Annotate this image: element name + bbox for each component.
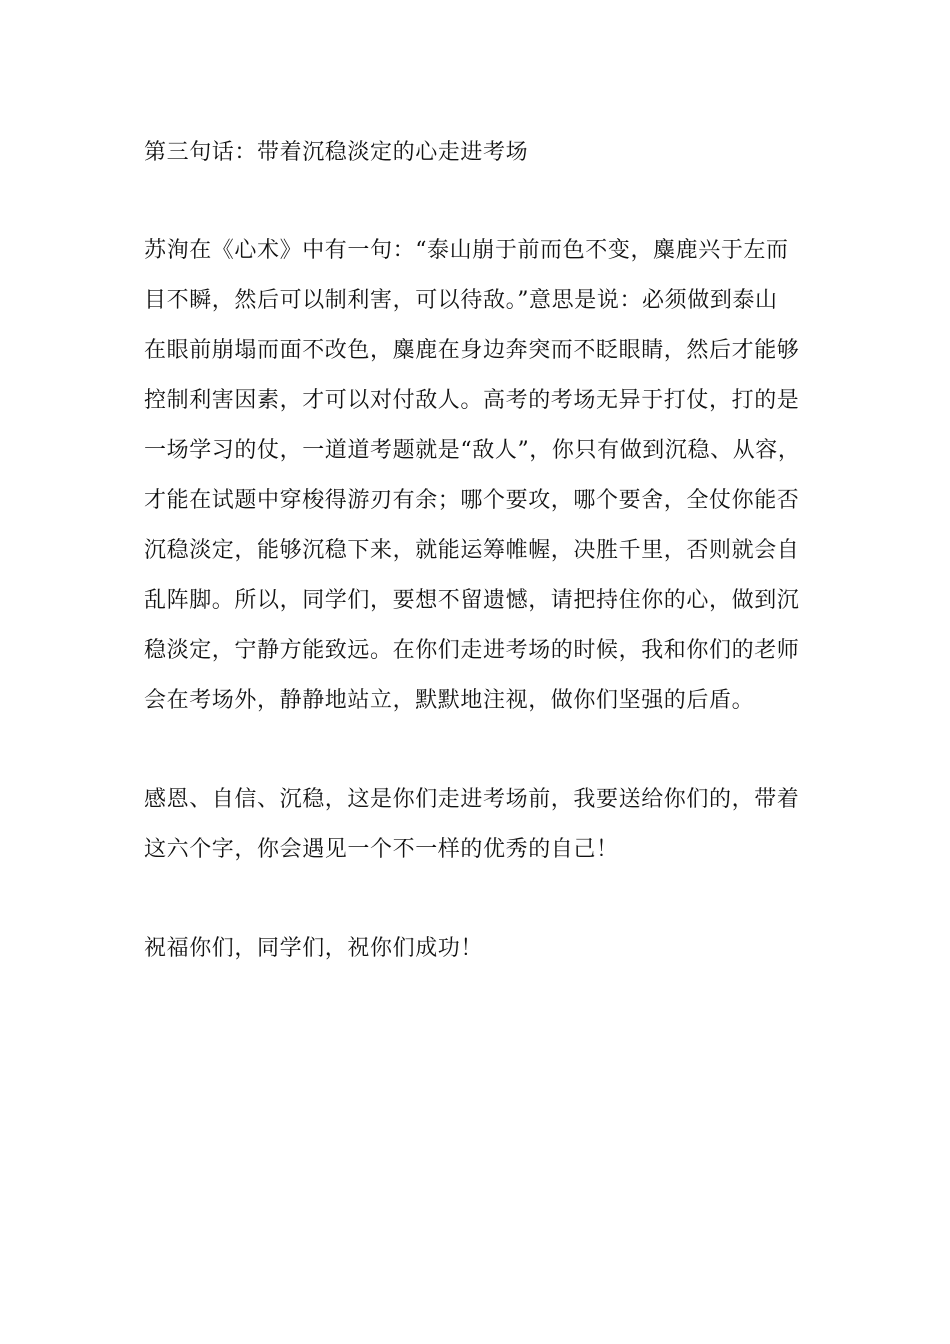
closing-line: 祝福你们，同学们，祝你们成功！ <box>144 936 484 961</box>
paragraph-2-line-2: 这六个字，你会遇见一个不一样的优秀的自己！ <box>144 837 619 862</box>
paragraph-1-line-5: 一场学习的仗，一道道考题就是“敌人”，你只有做到沉稳、从容， <box>144 438 801 463</box>
paragraph-1-line-7: 沉稳淡定，能够沉稳下来，就能运筹帷幄，决胜千里，否则就会自 <box>144 538 800 563</box>
paragraph-1-line-2: 目不瞬，然后可以制利害，可以待敌。”意思是说：必须做到泰山 <box>144 288 778 313</box>
paragraph-1-line-6: 才能在试题中穿梭得游刃有余；哪个要攻，哪个要舍，全仗你能否 <box>144 488 800 513</box>
paragraph-1-line-8: 乱阵脚。所以，同学们，要想不留遗憾，请把持住你的心，做到沉 <box>144 588 800 613</box>
section-heading: 第三句话：带着沉稳淡定的心走进考场 <box>144 140 529 165</box>
paragraph-1-line-3: 在眼前崩塌而面不改色，麋鹿在身边奔突而不眨眼睛，然后才能够 <box>144 338 800 363</box>
paragraph-1-line-1: 苏洵在《心术》中有一句：“泰山崩于前而色不变，麋鹿兴于左而 <box>144 238 789 263</box>
paragraph-1-line-4: 控制利害因素，才可以对付敌人。高考的考场无异于打仗，打的是 <box>144 388 800 413</box>
paragraph-2-line-1: 感恩、自信、沉稳，这是你们走进考场前，我要送给你们的，带着 <box>144 787 800 812</box>
paragraph-1-line-9: 稳淡定，宁静方能致远。在你们走进考场的时候，我和你们的老师 <box>144 638 800 663</box>
paragraph-1-line-10: 会在考场外，静静地站立，默默地注视，做你们坚强的后盾。 <box>144 688 755 713</box>
